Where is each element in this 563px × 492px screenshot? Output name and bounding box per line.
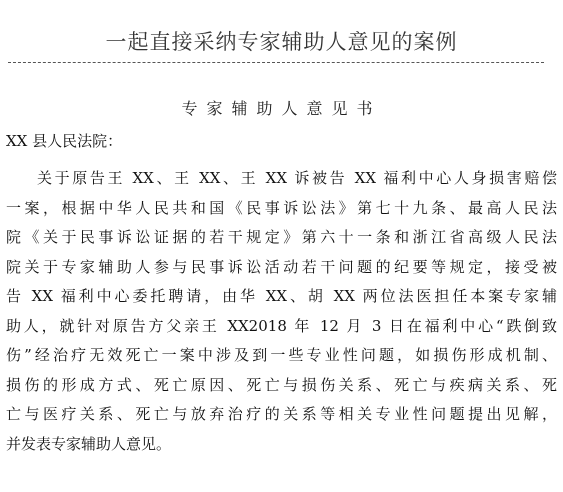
body-line: 助人，就针对原告方父亲王 XX2018 年 12 月 3 日在福利中心“跌倒致 xyxy=(6,316,557,335)
page-heading: 一起直接采纳专家辅助人意见的案例 xyxy=(105,30,458,54)
body-line: 院《关于民事诉讼证据的若干规定》第六十一条和浙江省高级人民法 xyxy=(6,228,557,246)
body-line: 损伤的形成方式、死亡原因、死亡与损伤关系、死亡与疾病关系、死 xyxy=(6,375,557,394)
body-line: 亡与医疗关系、死亡与放弃治疗的关系等相关专业性问题提出见解， xyxy=(6,405,557,423)
body-line: 院关于专家辅助人参与民事诉讼活动若干问题的纪要等规定，接受被 xyxy=(6,257,557,276)
body-line: 伤”经治疗无效死亡一案中涉及到一些专业性问题，如损伤形成机制、 xyxy=(6,346,557,364)
document-body xyxy=(6,164,557,459)
dashed-divider xyxy=(8,62,544,63)
body-line: 并发表专家辅助人意见。 xyxy=(6,434,172,453)
body-line: 关于原告王 XX、王 XX、王 XX 诉被告 XX 福利中心人身损害赔偿 xyxy=(37,169,557,187)
body-line: 告 XX 福利中心委托聘请，由华 XX、胡 XX 两位法医担任本案专家辅 xyxy=(6,287,557,305)
document-title: 专家辅助人意见书 xyxy=(181,99,382,118)
body-line: 一案，根据中华人民共和国《民事诉讼法》第七十九条、最高人民法 xyxy=(6,198,557,217)
addressee: XX 县人民法院： xyxy=(6,132,123,150)
